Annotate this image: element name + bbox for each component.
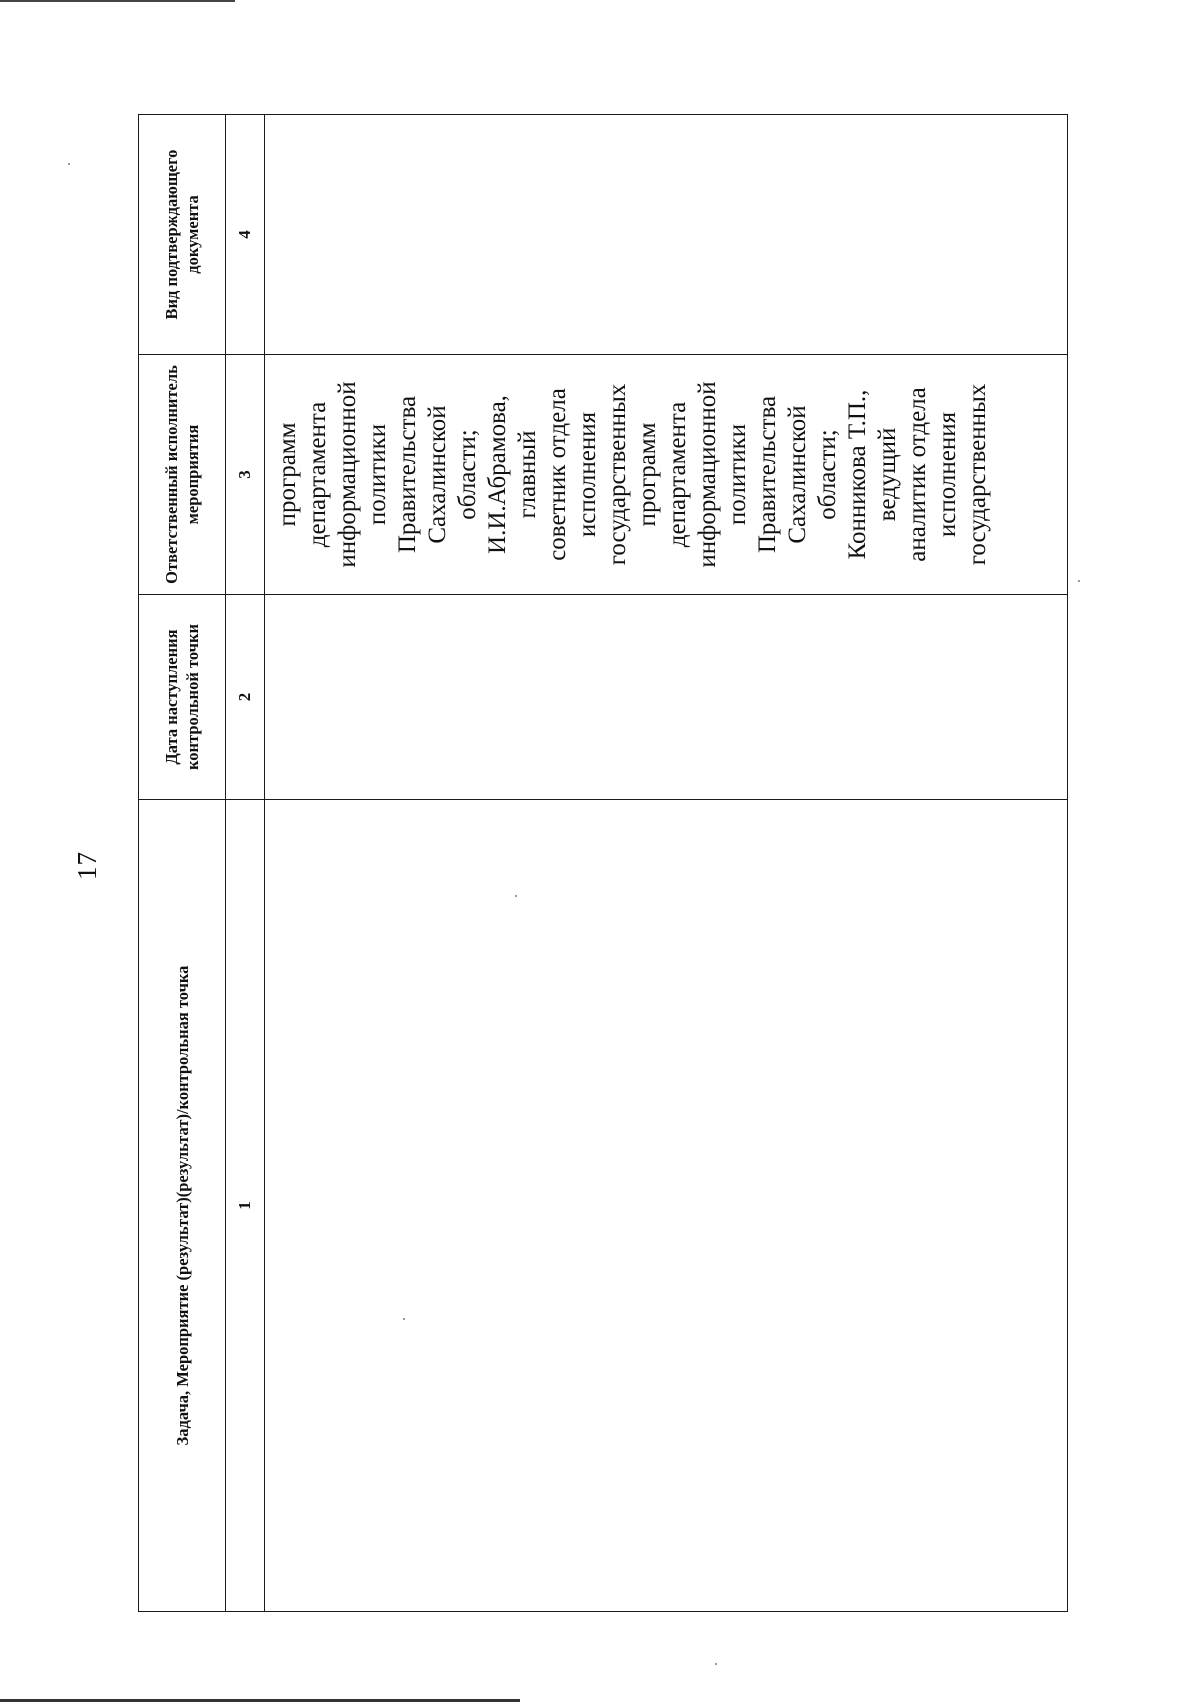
header-executor: Ответственный исполнитель мероприятия bbox=[139, 355, 226, 595]
executor-line: программ bbox=[634, 422, 661, 527]
scan-speck bbox=[715, 1663, 717, 1665]
cell-date bbox=[265, 595, 1068, 800]
header-task: Задача, Мероприятие (результат)(результат)/контрольная точка bbox=[139, 800, 226, 1612]
executor-line: политики bbox=[724, 423, 751, 526]
executor-line: Сахалинской bbox=[784, 405, 811, 544]
executor-line: Конникова Т.П., bbox=[844, 389, 871, 560]
control-points-table bbox=[138, 114, 1068, 1612]
column-number: 4 bbox=[226, 115, 265, 355]
executor-line: области; bbox=[814, 429, 841, 520]
column-number: 1 bbox=[226, 800, 265, 1612]
column-number: 2 bbox=[226, 595, 265, 800]
cell-document bbox=[265, 115, 1068, 355]
executor-line: информационной bbox=[334, 381, 361, 568]
executor-line: Правительства bbox=[394, 395, 421, 554]
table-row bbox=[265, 115, 1068, 1612]
header-document: Вид подтверждающего документа bbox=[139, 115, 226, 355]
header-date: Дата наступления контрольной точки bbox=[139, 595, 226, 800]
executor-line: И.И.Абрамова, bbox=[484, 395, 511, 554]
scan-edge-line bbox=[0, 0, 235, 2]
column-number: 3 bbox=[226, 355, 265, 595]
scan-speck bbox=[1078, 580, 1080, 582]
executor-line: государственных bbox=[964, 383, 991, 566]
page-number: 17 bbox=[72, 851, 102, 880]
executor-line: исполнения bbox=[934, 411, 961, 538]
executor-line: главный bbox=[514, 430, 541, 519]
executor-line: области; bbox=[454, 429, 481, 520]
executor-line: государственных bbox=[604, 383, 631, 566]
executor-line: политики bbox=[364, 423, 391, 526]
executor-text bbox=[265, 355, 993, 594]
executor-line: информационной bbox=[694, 381, 721, 568]
executor-line: аналитик отдела bbox=[904, 387, 931, 562]
executor-line: исполнения bbox=[574, 411, 601, 538]
executor-line: программ bbox=[274, 422, 301, 527]
column-number-row bbox=[226, 115, 265, 1612]
executor-line: Правительства bbox=[754, 395, 781, 554]
cell-task bbox=[265, 800, 1068, 1612]
cell-executor bbox=[265, 355, 1068, 595]
rotated-page bbox=[50, 60, 1070, 1620]
header-row bbox=[139, 115, 226, 1612]
executor-line: ведущий bbox=[874, 427, 901, 522]
executor-line: советник отдела bbox=[544, 388, 571, 561]
scan-edge-line bbox=[0, 1699, 520, 1702]
executor-line: департамента bbox=[304, 401, 331, 548]
executor-line: департамента bbox=[664, 401, 691, 548]
executor-line: Сахалинской bbox=[424, 405, 451, 544]
